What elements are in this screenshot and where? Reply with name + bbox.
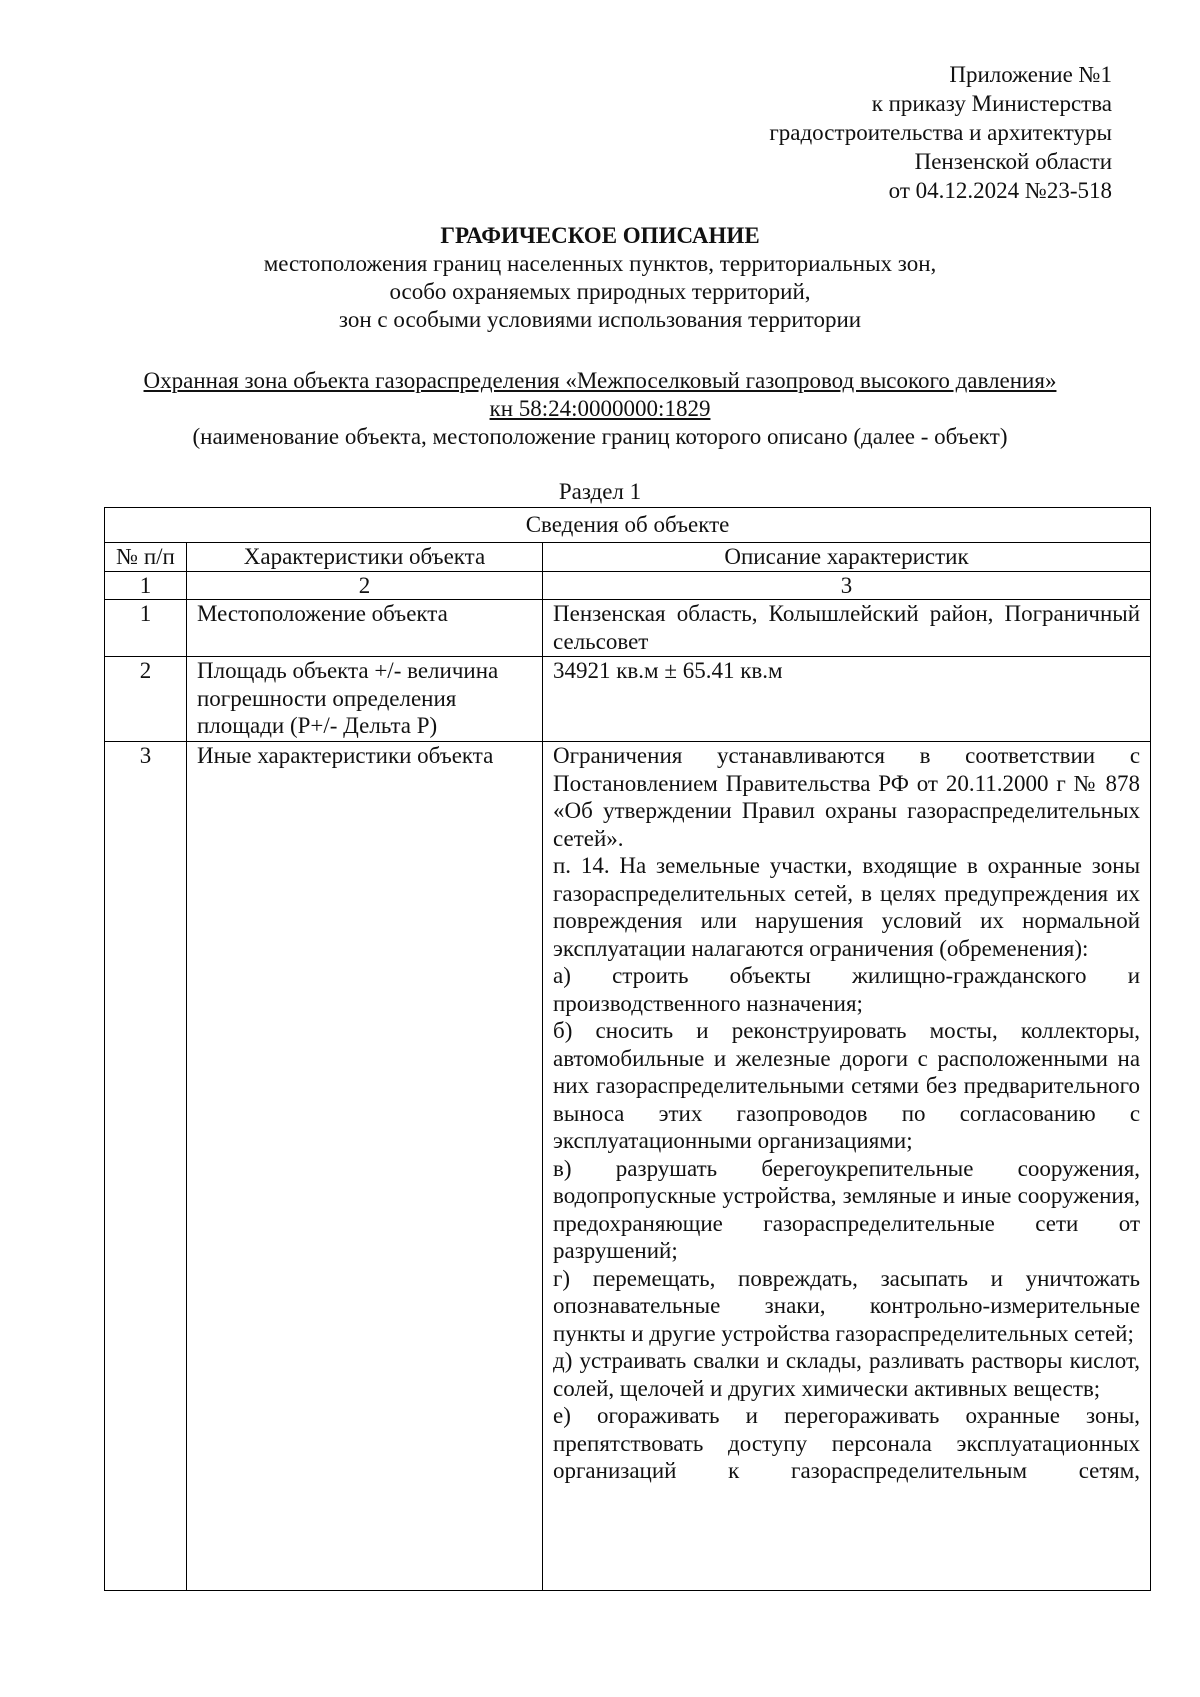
table-caption-row bbox=[105, 508, 1151, 543]
description-paragraph: п. 14. На земельные участки, входящие в охранные зоны газораспределительных сетей, в целях предупреждения их повреждения или нарушения условий их нормальной эксплуатации налагаются ограничения (обременения): bbox=[553, 853, 1141, 961]
row-number: 1 bbox=[105, 600, 187, 657]
main-title: ГРАФИЧЕСКОЕ ОПИСАНИЕ bbox=[440, 223, 760, 248]
appendix-line: Пензенской области bbox=[914, 149, 1112, 174]
row-number: 2 bbox=[105, 657, 187, 742]
column-header: № п/п bbox=[105, 543, 187, 572]
object-info-table bbox=[104, 507, 1151, 1591]
row-characteristic: Иные характеристики объекта bbox=[187, 742, 543, 1591]
row-description bbox=[543, 657, 1151, 742]
description-paragraph: г) перемещать, повреждать, засыпать и уничтожать опознавательные знаки, контрольно-измерительные пункты и другие устройства газораспределительных сетей; bbox=[553, 1265, 1141, 1346]
column-number: 1 bbox=[105, 571, 187, 600]
appendix-line: градостроительства и архитектуры bbox=[769, 120, 1112, 145]
table-row bbox=[105, 657, 1151, 742]
appendix-header bbox=[512, 60, 1112, 205]
document-title bbox=[100, 222, 1100, 334]
cadastral-number: кн 58:24:0000000:1829 bbox=[489, 396, 711, 421]
table-row bbox=[105, 742, 1151, 1591]
column-number: 2 bbox=[187, 571, 543, 600]
subtitle-line: особо охраняемых природных территорий, bbox=[389, 279, 811, 304]
row-number: 3 bbox=[105, 742, 187, 1591]
object-name: Охранная зона объекта газораспределения «Межпоселковый газопровод высокого давления» bbox=[143, 368, 1057, 393]
table-row bbox=[105, 600, 1151, 657]
description-paragraph: 34921 кв.м ± 65.41 кв.м bbox=[553, 658, 783, 683]
column-header: Характеристики объекта bbox=[187, 543, 543, 572]
description-paragraph: е) огораживать и перегораживать охранные зоны, препятствовать доступу персонала эксплуатационных организаций к газораспределительным сетям, bbox=[553, 1403, 1141, 1483]
description-paragraph: Ограничения устанавливаются в соответствии с Постановлением Правительства РФ от 20.11.2000 г № 878 «Об утверждении Правил охраны газораспределительных сетей». bbox=[553, 743, 1141, 851]
description-paragraph: Пензенская область, Колышлейский район, Пограничный сельсовет bbox=[553, 601, 1141, 654]
appendix-line: от 04.12.2024 №23-518 bbox=[888, 178, 1112, 203]
appendix-line: Приложение №1 bbox=[949, 62, 1112, 87]
object-note: (наименование объекта, местоположение границ которого описано (далее - объект) bbox=[192, 424, 1008, 449]
row-description bbox=[543, 600, 1151, 657]
column-number: 3 bbox=[543, 571, 1151, 600]
description-paragraph: а) строить объекты жилищно-гражданского и производственного назначения; bbox=[553, 963, 1141, 1016]
row-characteristic: Площадь объекта +/- величина погрешности определения площади (P+/- Дельта P) bbox=[187, 657, 543, 742]
row-description bbox=[543, 742, 1151, 1591]
appendix-line: к приказу Министерства bbox=[871, 91, 1112, 116]
table-header-row bbox=[105, 543, 1151, 572]
subtitle-line: зон с особыми условиями использования территории bbox=[338, 307, 862, 332]
table-caption: Сведения об объекте bbox=[105, 508, 1151, 543]
column-number-row bbox=[105, 571, 1151, 600]
description-paragraph: д) устраивать свалки и склады, разливать растворы кислот, солей, щелочей и других химически активных веществ; bbox=[553, 1348, 1141, 1401]
description-paragraph: б) сносить и реконструировать мосты, коллекторы, автомобильные и железные дороги с расположенными на них газораспределительными сетями без предварительного выноса этих газопроводов по согласованию с эксплуатационными организациями; bbox=[553, 1018, 1141, 1153]
row-characteristic: Местоположение объекта bbox=[187, 600, 543, 657]
object-name-block bbox=[100, 367, 1100, 451]
section-label: Раздел 1 bbox=[558, 479, 642, 504]
subtitle-line: местоположения границ населенных пунктов, территориальных зон, bbox=[263, 251, 937, 276]
column-header: Описание характеристик bbox=[543, 543, 1151, 572]
description-paragraph: в) разрушать берегоукрепительные сооружения, водопропускные устройства, земляные и иные сооружения, предохраняющие газораспределительные сети от разрушений; bbox=[553, 1155, 1141, 1263]
